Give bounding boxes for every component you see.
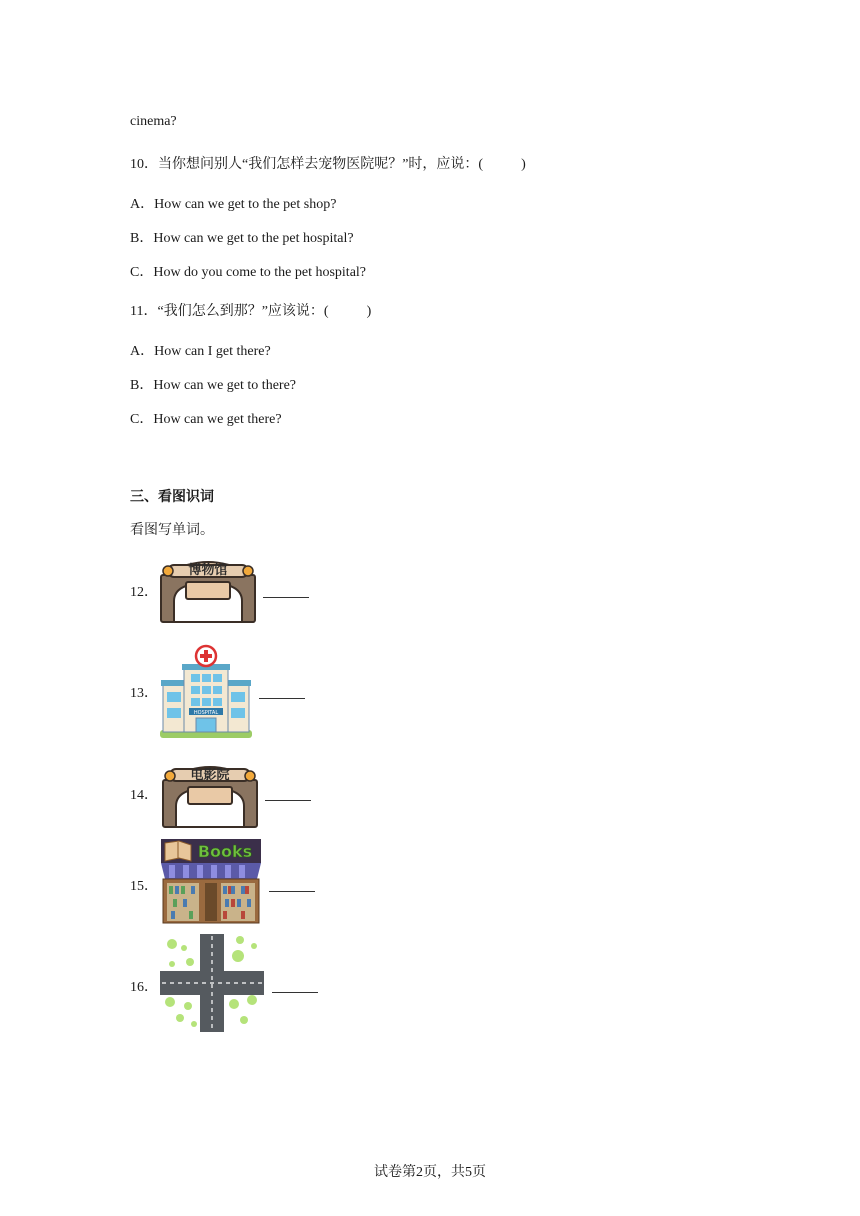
question-12-number: 12． (130, 585, 158, 600)
answer-blank-12[interactable] (263, 596, 309, 598)
question-10-option-c[interactable]: C．How do you come to the pet hospital? (130, 265, 367, 280)
question-15-number: 15． (130, 879, 158, 894)
answer-blank-14[interactable] (265, 799, 311, 801)
hospital-icon (160, 644, 252, 738)
section-instruction: 看图写单词。 (130, 523, 214, 538)
cinema-icon (162, 756, 258, 828)
answer-blank-15[interactable] (269, 890, 315, 892)
museum-icon (160, 553, 256, 623)
bookstore-sign-text: Books (197, 842, 253, 861)
question-10-option-b[interactable]: B．How can we get to the pet hospital? (130, 231, 354, 246)
question-10-option-a[interactable]: A．How can we get to the pet shop? (130, 197, 337, 212)
question-10-stem: 10．当你想问别人“我们怎样去宠物医院呢？”时，应说：( ) (130, 157, 526, 172)
question-continuation: cinema? (130, 114, 177, 129)
cinema-sign-text: 电影院 (190, 768, 230, 783)
question-11-option-c[interactable]: C．How can we get there? (130, 412, 282, 427)
question-13-number: 13． (130, 686, 158, 701)
section-title: 三、看图识词 (130, 489, 214, 505)
question-11-stem: 11．“我们怎么到那？”应该说：( ) (130, 304, 372, 319)
crossroads-icon (160, 934, 264, 1032)
answer-blank-13[interactable] (259, 697, 305, 699)
hospital-sign-text: HOSPITAL (193, 710, 219, 716)
page-footer: 试卷第2页，共5页 (374, 1165, 486, 1180)
bookstore-icon (161, 839, 261, 925)
question-16-number: 16． (130, 980, 158, 995)
question-11-option-a[interactable]: A．How can I get there? (130, 344, 271, 359)
answer-blank-16[interactable] (272, 991, 318, 993)
question-14-number: 14． (130, 788, 158, 803)
question-11-option-b[interactable]: B．How can we get to there? (130, 378, 296, 393)
museum-sign-text: 博物馆 (188, 563, 228, 578)
